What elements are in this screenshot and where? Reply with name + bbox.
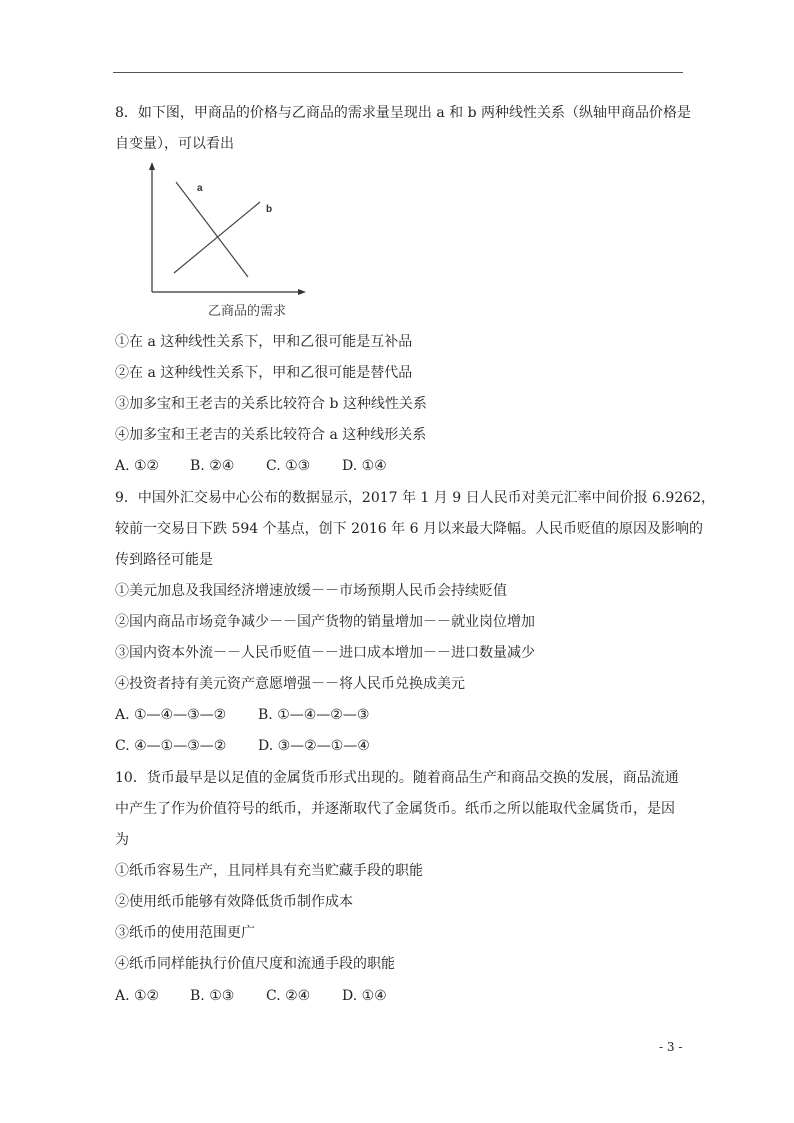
q8-statement-1: ①在 a 这种线性关系下，甲和乙很可能是互补品	[115, 334, 413, 350]
q10-statement-2: ②使用纸币能够有效降低货币制作成本	[115, 894, 353, 910]
q9-stem-line3: 传到路径可能是	[115, 552, 213, 568]
q9-option-a[interactable]: A. ①—④—③—②	[115, 707, 227, 723]
line-b	[174, 202, 260, 273]
q9-statement-1: ①美元加息及我国经济增速放缓－－市场预期人民币会持续贬值	[115, 583, 507, 599]
q10-stem-line2: 中产生了作为价值符号的纸币，并逐渐取代了金属货币。纸币之所以能取代金属货币，是因	[115, 801, 675, 817]
q10-option-d[interactable]: D. ①④	[342, 988, 387, 1004]
q8-option-d[interactable]: D. ①④	[342, 458, 387, 474]
q10-option-b[interactable]: B. ①③	[190, 988, 235, 1004]
q8-option-b[interactable]: B. ②④	[190, 458, 235, 474]
q8-stem-line1: 8．如下图，甲商品的价格与乙商品的需求量呈现出 a 和 b 两种线性关系（纵轴甲商品价格是	[115, 105, 692, 121]
q9-stem-line1: 9．中国外汇交易中心公布的数据显示，2017 年 1 月 9 日人民币对美元汇率中间价报 6.9262，	[115, 490, 716, 506]
q9-stem-line2: 较前一交易日下跌 594 个基点，创下 2016 年 6 月以来最大降幅。人民币贬值的原因及影响的	[115, 521, 703, 537]
q9-statement-3: ③国内资本外流－－人民币贬值－－进口成本增加－－进口数量减少	[115, 645, 535, 661]
q9-statement-2: ②国内商品市场竞争减少－－国产货物的销量增加－－就业岗位增加	[115, 614, 535, 630]
q10-stem-line3: 为	[115, 832, 129, 848]
q9-option-c[interactable]: C. ④—①—③—②	[115, 738, 227, 754]
q9-option-b[interactable]: B. ①—④—②—③	[258, 707, 370, 723]
page-number: - 3 -	[659, 1040, 683, 1054]
q10-option-a[interactable]: A. ①②	[115, 988, 160, 1004]
q8-statement-2: ②在 a 这种线性关系下，甲和乙很可能是替代品	[115, 365, 413, 381]
y-axis-arrow-icon	[149, 162, 155, 170]
line-a-label: a	[197, 183, 203, 194]
q8-statement-3: ③加多宝和王老吉的关系比较符合 b 这种线性关系	[115, 396, 427, 412]
q9-statement-4: ④投资者持有美元资产意愿增强－－将人民币兑换成美元	[115, 676, 465, 692]
q10-statement-4: ④纸币同样能执行价值尺度和流通手段的职能	[115, 956, 395, 972]
q10-option-c[interactable]: C. ②④	[266, 988, 311, 1004]
line-b-label: b	[266, 204, 273, 215]
q8-statement-4: ④加多宝和王老吉的关系比较符合 a 这种线形关系	[115, 427, 427, 443]
q10-statement-1: ①纸币容易生产，且同样具有充当贮藏手段的职能	[115, 863, 423, 879]
q10-stem-line1: 10．货币最早是以足值的金属货币形式出现的。随着商品生产和商品交换的发展，商品流通	[115, 770, 679, 786]
header-rule	[113, 72, 683, 73]
q8-stem-line2: 自变量），可以看出	[115, 136, 234, 152]
q10-statement-3: ③纸币的使用范围更广	[115, 925, 255, 941]
q8-option-a[interactable]: A. ①②	[115, 458, 160, 474]
q8-option-c[interactable]: C. ①③	[266, 458, 311, 474]
x-axis-arrow-icon	[298, 289, 306, 295]
q8-price-demand-graph	[140, 160, 310, 320]
x-axis-label: 乙商品的需求	[208, 304, 287, 319]
q9-option-d[interactable]: D. ③—②—①—④	[258, 738, 370, 754]
